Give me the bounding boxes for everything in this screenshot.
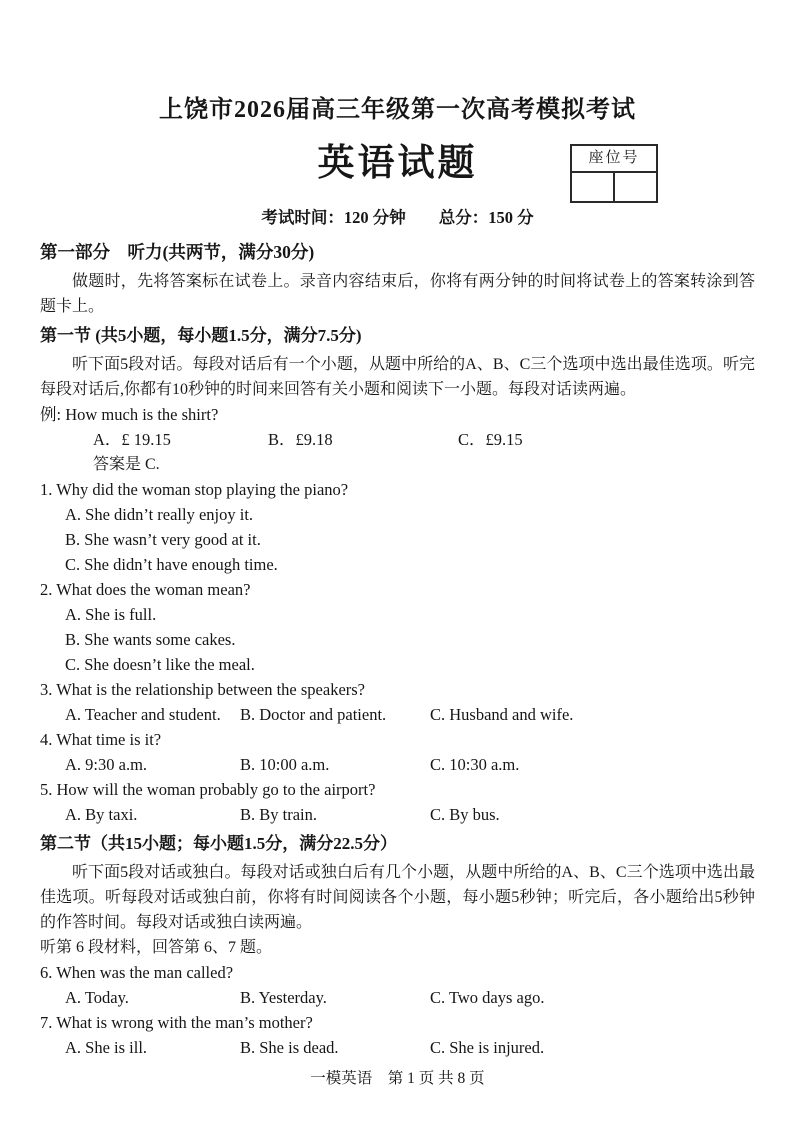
answer-option: C. She didn’t have enough time. bbox=[65, 555, 278, 574]
seat-number-cells bbox=[572, 173, 656, 201]
seat-number-box bbox=[570, 144, 658, 203]
answer-option: C. Husband and wife. bbox=[430, 705, 574, 724]
seat-cell bbox=[572, 173, 615, 201]
section2-heading: 第二节（共15小题；每小题1.5分，满分22.5分） bbox=[40, 834, 397, 853]
section2-instructions: 听下面5段对话或独白。每段对话或独白后有几个小题，从题中所给的A、B、C三个选项中选出最佳选项。听每段对话或独白前，你将有时间阅读各个小题，每小题5秒钟；听完后，各小题给出5秒钟的作答时间。每段对话或独白读两遍。 bbox=[40, 864, 755, 931]
exam-info: 考试时间：120 分钟 总分：150 分 bbox=[261, 208, 534, 227]
question bbox=[40, 1010, 755, 1060]
question-text: 2. What does the woman mean? bbox=[40, 580, 251, 599]
question bbox=[40, 960, 755, 1010]
question bbox=[40, 777, 755, 827]
answer-option: A. By taxi. bbox=[65, 805, 138, 824]
example-answer: 答案是 C. bbox=[93, 456, 160, 473]
part1-heading: 第一部分 听力(共两节，满分30分) bbox=[40, 242, 315, 262]
answer-option: C. She doesn’t like the meal. bbox=[65, 655, 255, 674]
question-text: 4. What time is it? bbox=[40, 730, 162, 749]
answer-option: A. Teacher and student. bbox=[65, 705, 221, 724]
example-option: A．£ 19.15 bbox=[93, 430, 171, 449]
example-option-row bbox=[40, 427, 755, 452]
answer-option: A. She is ill. bbox=[65, 1038, 148, 1057]
example-block bbox=[40, 402, 755, 477]
answer-option-row bbox=[40, 1035, 755, 1060]
answer-option: B. Doctor and patient. bbox=[240, 705, 387, 724]
section1-questions bbox=[40, 477, 755, 827]
seat-cell bbox=[615, 173, 656, 201]
part1-intro: 做题时，先将答案标在试卷上。录音内容结束后，你将有两分钟的时间将试卷上的答案转涂到答题卡上。 bbox=[40, 273, 755, 315]
answer-option-row bbox=[40, 752, 755, 777]
question bbox=[40, 477, 755, 577]
answer-option: C. Two days ago. bbox=[430, 988, 545, 1007]
exam-content bbox=[40, 240, 755, 1060]
example-option: B．£9.18 bbox=[268, 430, 333, 449]
answer-option: A. She is full. bbox=[65, 605, 157, 624]
answer-option: A. 9:30 a.m. bbox=[65, 755, 148, 774]
answer-option: A. She didn’t really enjoy it. bbox=[65, 505, 254, 524]
answer-option: B. By train. bbox=[240, 805, 317, 824]
question-text: 1. Why did the woman stop playing the piano? bbox=[40, 480, 349, 499]
exam-title: 上饶市2026届高三年级第一次高考模拟考试 bbox=[159, 97, 636, 123]
answer-option: B. She wants some cakes. bbox=[65, 630, 236, 649]
section2-questions bbox=[40, 960, 755, 1060]
question-text: 7. What is wrong with the man’s mother? bbox=[40, 1013, 313, 1032]
answer-option: B. 10:00 a.m. bbox=[240, 755, 330, 774]
question-text: 3. What is the relationship between the speakers? bbox=[40, 680, 366, 699]
subject-title: 英语试题 bbox=[317, 143, 478, 184]
question-text: 5. How will the woman probably go to the airport? bbox=[40, 780, 376, 799]
seat-number-label: 座位号 bbox=[572, 146, 656, 173]
answer-option: C. 10:30 a.m. bbox=[430, 755, 520, 774]
question bbox=[40, 727, 755, 777]
example-option: C．£9.15 bbox=[458, 430, 523, 449]
section1-heading: 第一节 (共5小题，每小题1.5分，满分7.5分) bbox=[40, 326, 362, 345]
answer-option-row bbox=[40, 802, 755, 827]
material-note: 听第 6 段材料，回答第 6、7 题。 bbox=[40, 939, 273, 956]
answer-option-row bbox=[40, 702, 755, 727]
section1-instructions: 听下面5段对话。每段对话后有一个小题，从题中所给的A、B、C三个选项中选出最佳选项。听完每段对话后,你都有10秒钟的时间来回答有关小题和阅读下一小题。每段对话读两遍。 bbox=[40, 356, 755, 398]
answer-option: B. She wasn’t very good at it. bbox=[65, 530, 261, 549]
answer-option: B. Yesterday. bbox=[240, 988, 327, 1007]
answer-option: C. By bus. bbox=[430, 805, 500, 824]
question bbox=[40, 677, 755, 727]
answer-option: A. Today. bbox=[65, 988, 129, 1007]
example-prompt: 例: How much is the shirt? bbox=[40, 405, 219, 424]
answer-option: B. She is dead. bbox=[240, 1038, 339, 1057]
answer-option-row bbox=[40, 985, 755, 1010]
page-footer: 一模英语 第 1 页 共 8 页 bbox=[310, 1070, 485, 1087]
answer-option: C. She is injured. bbox=[430, 1038, 545, 1057]
question bbox=[40, 577, 755, 677]
question-text: 6. When was the man called? bbox=[40, 963, 234, 982]
